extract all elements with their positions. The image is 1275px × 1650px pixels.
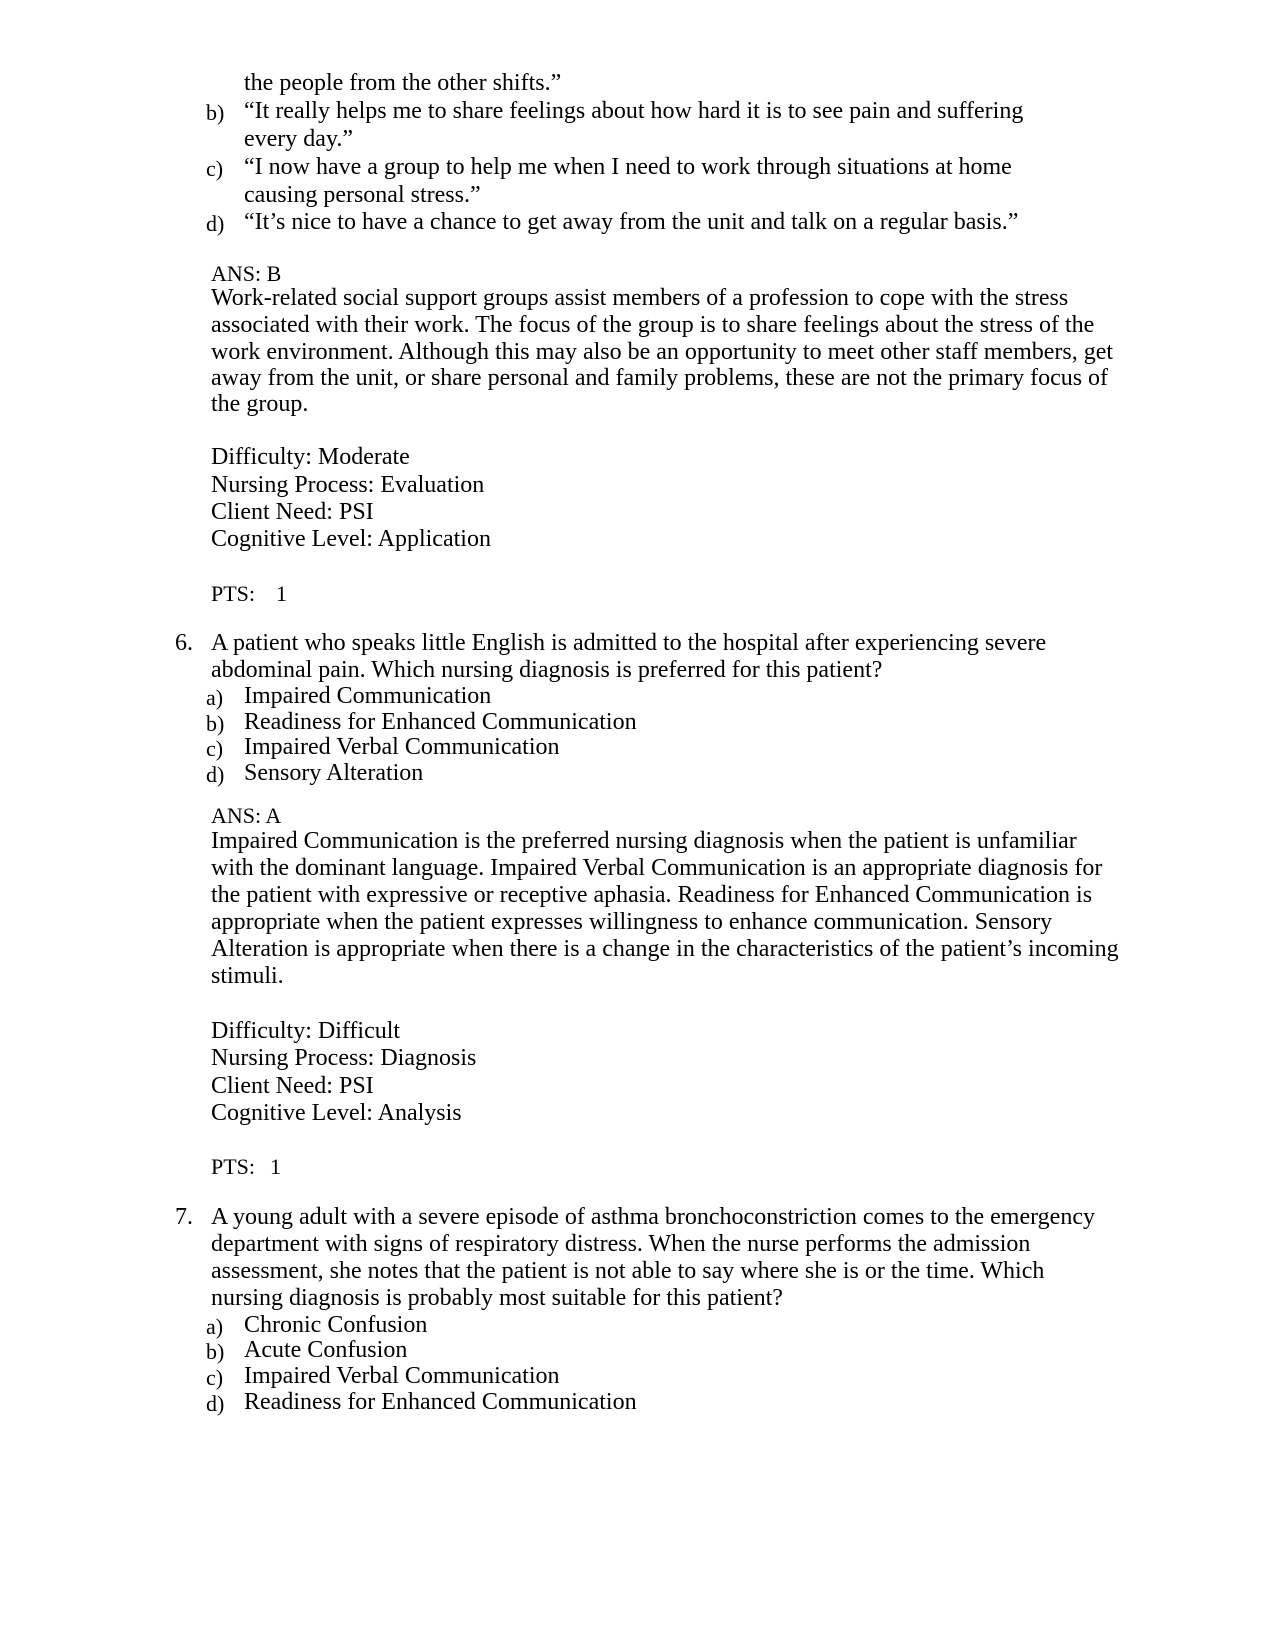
option-text: “It’s nice to have a chance to get away from the unit and talk on a regular basis.”: [244, 209, 1019, 235]
client-need: Client Need: PSI: [211, 499, 374, 525]
option-letter: c): [206, 156, 224, 181]
option-letter: d): [206, 762, 225, 787]
option-text: every day.”: [244, 126, 354, 152]
option-text: “I now have a group to help me when I need to work through situations at home: [244, 154, 1012, 180]
option-text: Impaired Communication: [244, 683, 492, 709]
rationale-line: stimuli.: [211, 963, 284, 989]
rationale-line: work environment. Although this may also be an opportunity to meet other staff members, get: [211, 339, 1114, 365]
pts-label: PTS:: [211, 1154, 256, 1179]
option-letter: c): [206, 736, 224, 761]
option-letter: a): [206, 685, 224, 710]
client-need: Client Need: PSI: [211, 1073, 374, 1099]
question-stem: A young adult with a severe episode of asthma bronchoconstriction comes to the emergency: [211, 1204, 1095, 1230]
difficulty: Difficulty: Difficult: [211, 1018, 401, 1044]
option-text: Chronic Confusion: [244, 1312, 428, 1338]
pts-value: 1: [270, 1154, 281, 1179]
option-text: Impaired Verbal Communication: [244, 734, 560, 760]
nursing-process: Nursing Process: Evaluation: [211, 472, 485, 498]
q5-answer: ANS: B: [211, 261, 282, 286]
rationale-line: Impaired Communication is the preferred nursing diagnosis when the patient is unfamiliar: [211, 828, 1077, 854]
question-stem: A patient who speaks little English is admitted to the hospital after experiencing severe: [211, 630, 1047, 656]
option-text: Readiness for Enhanced Communication: [244, 1389, 637, 1415]
q6-answer: ANS: A: [211, 803, 282, 828]
rationale-line: associated with their work. The focus of the group is to share feelings about the stress of the: [211, 312, 1095, 338]
option-text: Sensory Alteration: [244, 760, 424, 786]
rationale-line: the patient with expressive or receptive aphasia. Readiness for Enhanced Communication is: [211, 882, 1093, 908]
question-number: 7.: [175, 1204, 193, 1230]
rationale-line: with the dominant language. Impaired Verbal Communication is an appropriate diagnosis for: [211, 855, 1103, 881]
option-letter: d): [206, 211, 225, 236]
option-letter: d): [206, 1391, 225, 1416]
question-stem: abdominal pain. Which nursing diagnosis is preferred for this patient?: [211, 657, 883, 683]
pts-value: 1: [276, 581, 287, 606]
nursing-process: Nursing Process: Diagnosis: [211, 1045, 477, 1071]
option-letter: b): [206, 711, 225, 736]
rationale-line: away from the unit, or share personal and family problems, these are not the primary focus of: [211, 365, 1109, 391]
rationale-line: appropriate when the patient expresses willingness to enhance communication. Sensory: [211, 909, 1053, 935]
option-text: Readiness for Enhanced Communication: [244, 709, 637, 735]
rationale-line: the group.: [211, 391, 309, 417]
question-stem: assessment, she notes that the patient is not able to say where she is or the time. Which: [211, 1258, 1045, 1284]
option-text: Acute Confusion: [244, 1337, 408, 1363]
rationale-line: Alteration is appropriate when there is a change in the characteristics of the patient’s incoming: [211, 936, 1119, 962]
option-text: causing personal stress.”: [244, 182, 481, 208]
rationale-line: Work-related social support groups assist members of a profession to cope with the stress: [211, 285, 1069, 311]
question-stem: nursing diagnosis is probably most suitable for this patient?: [211, 1285, 783, 1311]
option-letter: b): [206, 100, 225, 125]
difficulty: Difficulty: Moderate: [211, 444, 410, 470]
question-number: 6.: [175, 630, 193, 656]
option-letter: b): [206, 1339, 225, 1364]
cognitive-level: Cognitive Level: Analysis: [211, 1100, 462, 1126]
option-text: Impaired Verbal Communication: [244, 1363, 560, 1389]
cognitive-level: Cognitive Level: Application: [211, 526, 491, 552]
option-letter: c): [206, 1365, 224, 1390]
question-stem: department with signs of respiratory distress. When the nurse performs the admission: [211, 1231, 1031, 1257]
option-letter: a): [206, 1314, 224, 1339]
option-text: “It really helps me to share feelings about how hard it is to see pain and suffering: [244, 98, 1024, 124]
q5-stem-tail: the people from the other shifts.”: [244, 70, 562, 96]
pts-label: PTS:: [211, 581, 256, 606]
